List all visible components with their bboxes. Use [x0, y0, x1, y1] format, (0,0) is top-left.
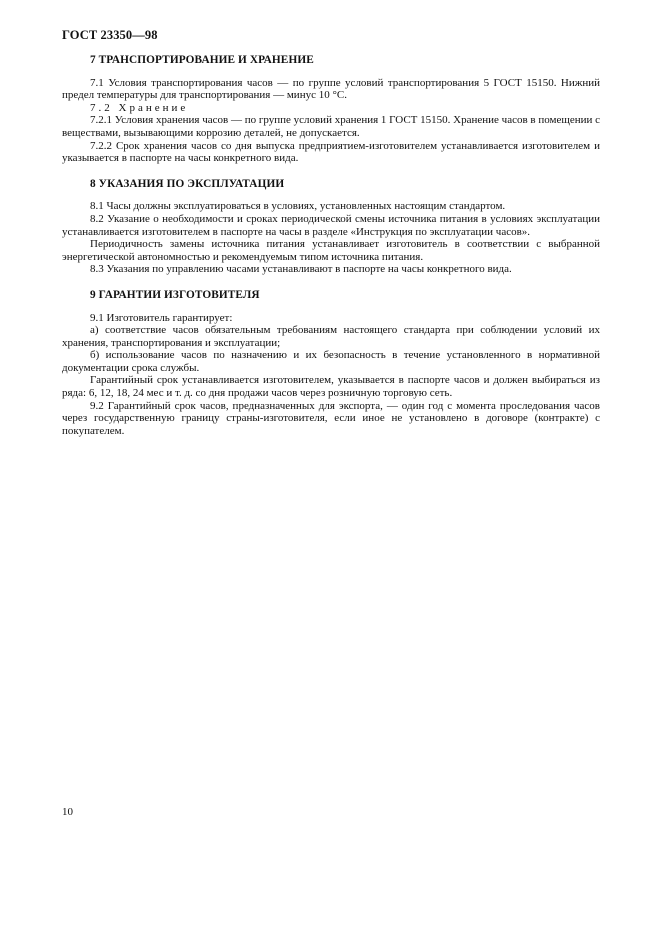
paragraph-9-1-a: а) соответствие часов обязательным требованиям настоящего стандарта при соблюдении условий их хранения, транспортирования и эксплуатации; [62, 324, 600, 349]
paragraph-8-3: 8.3 Указания по управлению часами устанавливают в паспорте на часы конкретного вида. [90, 263, 512, 276]
paragraph-9-1: 9.1 Изготовитель гарантирует: [90, 311, 233, 324]
paragraph-7-2-2: 7.2.2 Срок хранения часов со дня выпуска предприятием-изготовителем устанавливается изготовителем и указывается в паспорте на часы конкретного вида. [62, 139, 600, 165]
page-number: 10 [62, 806, 73, 818]
paragraph-7-1: 7.1 Условия транспортирования часов — по группе условий транспортирования 5 ГОСТ 15150. Нижний предел температуры для транспортирования — минус 10 °С. [62, 76, 600, 102]
paragraph-8-1: 8.1 Часы должны эксплуатироваться в условиях, установленных настоящим стандартом. [90, 200, 506, 213]
paragraph-9-2: 9.2 Гарантийный срок часов, предназначенных для экспорта, — один год с момента проследования часов через государственную границу страны-изготовителя, если иное не установлено в договоре (контракте) с покупателем. [62, 399, 600, 437]
paragraph-8-2-cont: Периодичность замены источника питания устанавливает изготовитель в соответствии с выбранной энергетической автономностью и рекомендуемым типом источника питания. [62, 238, 600, 263]
document-body [62, 54, 600, 450]
section-transport-storage [62, 54, 600, 165]
section-title: 8 УКАЗАНИЯ ПО ЭКСПЛУАТАЦИИ [90, 177, 285, 190]
paragraph-7-2: 7.2 Хранение [90, 101, 189, 114]
document-code: ГОСТ 23350—98 [62, 28, 158, 42]
paragraph-7-2-1: 7.2.1 Условия хранения часов — по группе условий хранения 1 ГОСТ 15150. Хранение часов в помещении с веществами, вызывающими коррозию деталей, не допускается. [62, 114, 601, 139]
section-manufacturer-warranty [62, 289, 600, 438]
paragraph-8-2: 8.2 Указание о необходимости и сроках периодической смены источника питания в условиях эксплуатации устанавливается изготовителем в паспорте на часы в разделе «Инструкция по эксплуатации часов». [62, 212, 600, 238]
section-operation-instructions [62, 178, 600, 276]
section-title: 9 ГАРАНТИИ ИЗГОТОВИТЕЛЯ [90, 288, 260, 301]
paragraph-warranty-period: Гарантийный срок устанавливается изготовителем, указывается в паспорте часов и должен выбираться из ряда: 6, 12, 18, 24 мес и т. д. со дня продажи часов через розничную торговую сеть. [62, 374, 600, 400]
paragraph-9-1-b: б) использование часов по назначению и их безопасность в течение установленного в нормативной документации срока службы. [62, 349, 600, 374]
section-title: 7 ТРАНСПОРТИРОВАНИЕ И ХРАНЕНИЕ [90, 54, 314, 66]
